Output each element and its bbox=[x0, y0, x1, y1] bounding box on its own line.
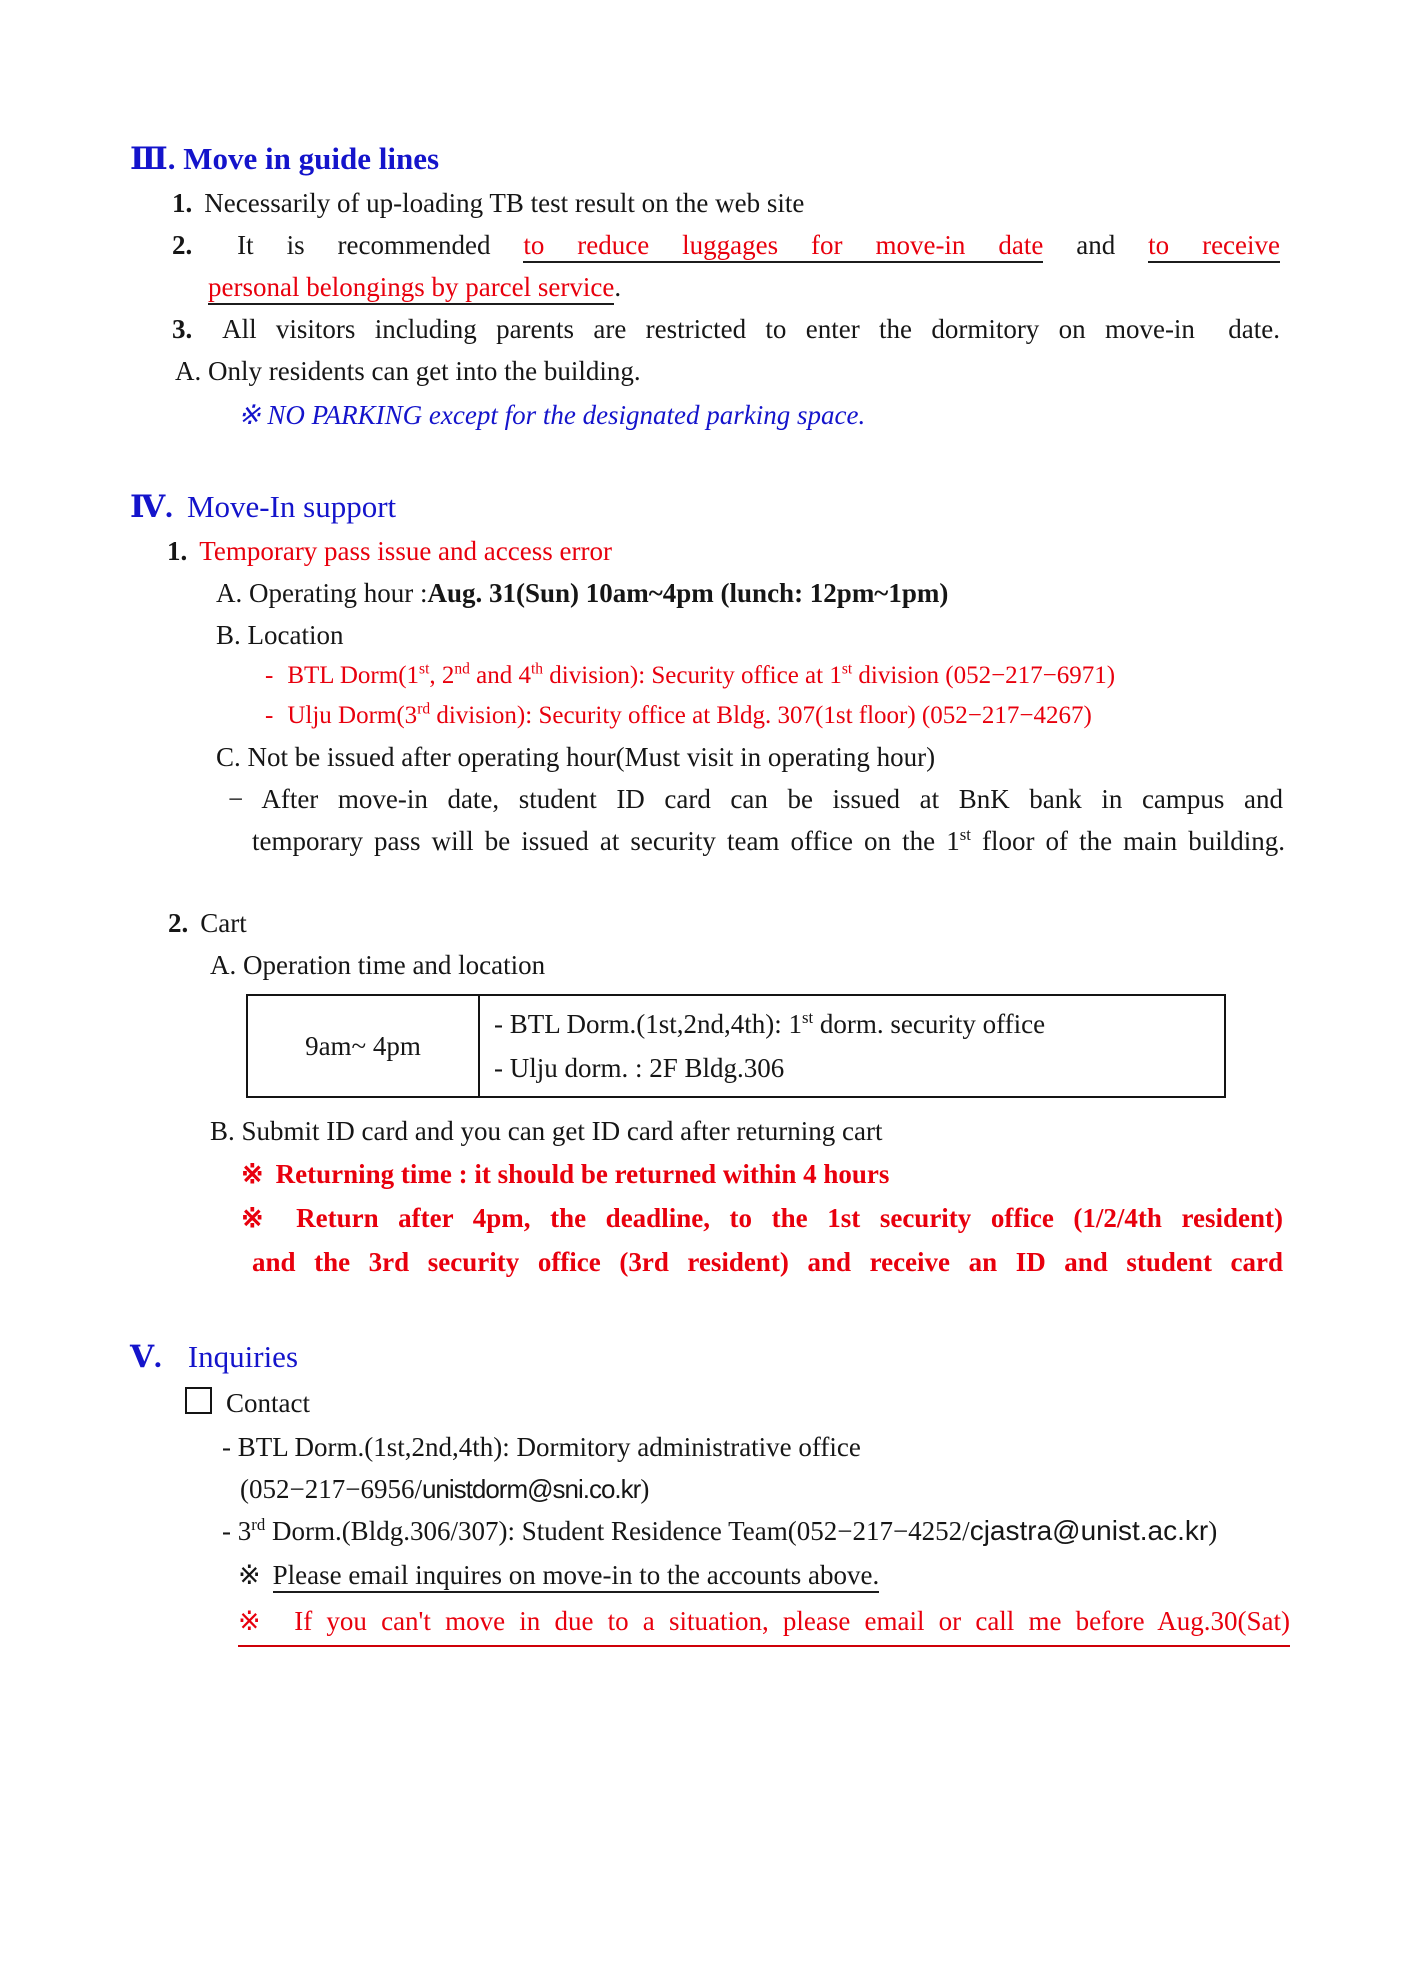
item-number: 1. bbox=[172, 188, 193, 218]
sec3-item-3 bbox=[172, 308, 1280, 350]
sec4-item-c bbox=[216, 736, 1403, 778]
btl-dorm-location bbox=[265, 656, 1403, 696]
sec4-item-b bbox=[216, 614, 1403, 656]
text-fragment: temporary pass will be issued at security team office on the 1 bbox=[252, 826, 960, 856]
section-3-heading bbox=[130, 136, 1403, 182]
item-text-tail: date. bbox=[1228, 314, 1280, 344]
item-text: C. Not be issued after operating hour(Must visit in operating hour) bbox=[216, 742, 936, 772]
item-text: B. Submit ID card and you can get ID card after returning cart bbox=[210, 1116, 883, 1146]
email-inquiries-note bbox=[238, 1552, 1403, 1598]
sec3-item-2-line-1 bbox=[172, 224, 1280, 266]
cannot-move-in-note bbox=[238, 1598, 1290, 1647]
contact-3rd-dorm bbox=[222, 1510, 1403, 1552]
contact-row bbox=[185, 1380, 1403, 1426]
text-fragment: , 2 bbox=[429, 662, 455, 689]
table-row bbox=[247, 995, 1225, 1097]
cart-item-b bbox=[210, 1110, 1403, 1152]
text-fragment: - 3 bbox=[222, 1516, 252, 1546]
sec4-c-sub-line-1 bbox=[228, 778, 1283, 820]
item-text: A. Operation time and location bbox=[210, 950, 546, 980]
item-number: 2. bbox=[172, 230, 193, 260]
phone-text: ) bbox=[640, 1474, 650, 1504]
operation-location-cell bbox=[479, 995, 1225, 1097]
ordinal-superscript: st bbox=[419, 660, 430, 678]
note-text: Returning time : it should be returned within 4 hours bbox=[275, 1159, 890, 1189]
emphasis-underlined: to reduce luggages for move-in date bbox=[523, 230, 1043, 263]
reference-mark: ※ bbox=[238, 1560, 261, 1590]
item-number: 3. bbox=[172, 314, 193, 344]
text-fragment: ) bbox=[1208, 1516, 1218, 1546]
location-row-1 bbox=[494, 1002, 1214, 1046]
email-address: cjastra@unist.ac.kr bbox=[969, 1515, 1209, 1546]
item-text: B. Location bbox=[216, 620, 344, 650]
section-5-numeral: Ⅴ. bbox=[130, 1339, 162, 1374]
return-after-note-line-2 bbox=[252, 1240, 1283, 1284]
contact-label: Contact bbox=[226, 1388, 310, 1418]
section-3-heading-text: Ⅲ. Move in guide lines bbox=[130, 141, 440, 176]
sec3-item-1 bbox=[172, 182, 1280, 224]
item-title: Cart bbox=[200, 908, 247, 938]
contact-checkbox bbox=[185, 1387, 212, 1414]
operation-table bbox=[246, 994, 1226, 1098]
operating-hour-value: Aug. 31(Sun) 10am~4pm (lunch: 12pm~1pm) bbox=[427, 578, 949, 608]
dash-bullet: - bbox=[265, 702, 274, 729]
emphasis-underlined: personal belongings by parcel service bbox=[208, 272, 614, 305]
note-text: and the 3rd security office (3rd resident) and receive an ID and student card bbox=[252, 1247, 1283, 1277]
note-text: If you can't move in due to a situation, please email or call me before Aug.30(Sat) bbox=[294, 1606, 1291, 1636]
text-fragment: - BTL Dorm.(1st,2nd,4th): 1 bbox=[494, 1009, 802, 1039]
location-row-2: - Ulju dorm. : 2F Bldg.306 bbox=[494, 1053, 785, 1083]
cart-heading bbox=[168, 902, 1403, 944]
item-text: After move-in date, student ID card can be issued at BnK bank in campus and bbox=[261, 784, 1283, 814]
text-fragment: division): Security office at 1 bbox=[543, 662, 842, 689]
item-title-red: Temporary pass issue and access error bbox=[199, 536, 612, 566]
text-fragment: and 4 bbox=[469, 662, 531, 689]
dash-bullet: − bbox=[228, 784, 244, 814]
item-text: All visitors including parents are restricted to enter the dormitory on move-in bbox=[222, 314, 1195, 344]
location-text bbox=[287, 662, 1115, 689]
reference-mark: ※ bbox=[238, 1606, 269, 1636]
item-text: Necessarily of up-loading TB test result on the web site bbox=[204, 188, 805, 218]
returning-time-note bbox=[241, 1152, 1283, 1196]
note-text: Please email inquires on move-in to the accounts above. bbox=[273, 1560, 880, 1593]
text-fragment: Ulju Dorm(3 bbox=[287, 702, 418, 729]
text-fragment: Dorm.(Bldg.306/307): Student Residence Team(052−217−4252/ bbox=[265, 1516, 970, 1546]
section-4-numeral: Ⅳ. bbox=[130, 489, 173, 524]
item-text: and bbox=[1076, 230, 1116, 260]
text-fragment: dorm. security office bbox=[813, 1009, 1046, 1039]
text-fragment: BTL Dorm(1 bbox=[287, 662, 420, 689]
item-number: 2. bbox=[168, 908, 189, 938]
note-text: ※ NO PARKING except for the designated parking space. bbox=[238, 400, 866, 430]
cart-item-a bbox=[210, 944, 1403, 986]
text-fragment: division): Security office at Bldg. 307(1st floor) (052−217−4267) bbox=[430, 702, 1092, 729]
ordinal-superscript: nd bbox=[454, 660, 470, 678]
ordinal-superscript: st bbox=[841, 660, 853, 678]
item-text bbox=[252, 826, 1285, 856]
ulju-dorm-location bbox=[265, 696, 1403, 736]
contact-btl-line-1 bbox=[222, 1426, 1403, 1468]
location-text bbox=[287, 702, 1091, 729]
note-text: Return after 4pm, the deadline, to the 1st security office (1/2/4th resident) bbox=[296, 1203, 1284, 1233]
ordinal-superscript: st bbox=[801, 1008, 814, 1027]
emphasis-underlined: to receive bbox=[1148, 230, 1280, 263]
reference-mark: ※ bbox=[241, 1203, 277, 1233]
item-number: 1. bbox=[167, 536, 188, 566]
sec4-item-1 bbox=[167, 530, 1403, 572]
section-4-heading bbox=[130, 484, 1403, 530]
text-fragment: floor of the main building. bbox=[970, 826, 1285, 856]
sec4-c-sub-line-2 bbox=[252, 820, 1285, 862]
reference-mark: ※ bbox=[241, 1159, 264, 1189]
sec3-item-2-line-2 bbox=[208, 266, 1403, 308]
return-after-note-line-1 bbox=[241, 1196, 1283, 1240]
item-text: A. Operating hour : bbox=[216, 578, 428, 608]
ordinal-superscript: th bbox=[530, 660, 544, 678]
period: . bbox=[614, 272, 622, 302]
section-4-title: Move-In support bbox=[186, 489, 397, 524]
ordinal-superscript: rd bbox=[417, 700, 431, 718]
item-text bbox=[222, 1516, 970, 1546]
text-fragment: division (052−217−6971) bbox=[852, 662, 1116, 689]
phone-text: (052−217−6956/ bbox=[240, 1474, 422, 1504]
no-parking-note bbox=[238, 392, 1403, 438]
contact-btl-line-2 bbox=[240, 1468, 1403, 1510]
section-5-heading bbox=[130, 1334, 1403, 1380]
sec4-item-a bbox=[216, 572, 1403, 614]
item-text: - BTL Dorm.(1st,2nd,4th): Dormitory administrative office bbox=[222, 1432, 861, 1462]
ordinal-superscript: st bbox=[959, 825, 971, 844]
item-text: It is recommended bbox=[237, 230, 491, 260]
item-text: A. Only residents can get into the building. bbox=[175, 356, 641, 386]
ordinal-superscript: rd bbox=[251, 1515, 266, 1534]
section-5-title: Inquiries bbox=[187, 1339, 299, 1374]
sec3-item-3a bbox=[175, 350, 1403, 392]
email-address: unistdorm@sni.co.kr bbox=[421, 1474, 641, 1504]
dash-bullet: - bbox=[265, 662, 274, 689]
operation-time-cell: 9am~ 4pm bbox=[247, 995, 479, 1097]
